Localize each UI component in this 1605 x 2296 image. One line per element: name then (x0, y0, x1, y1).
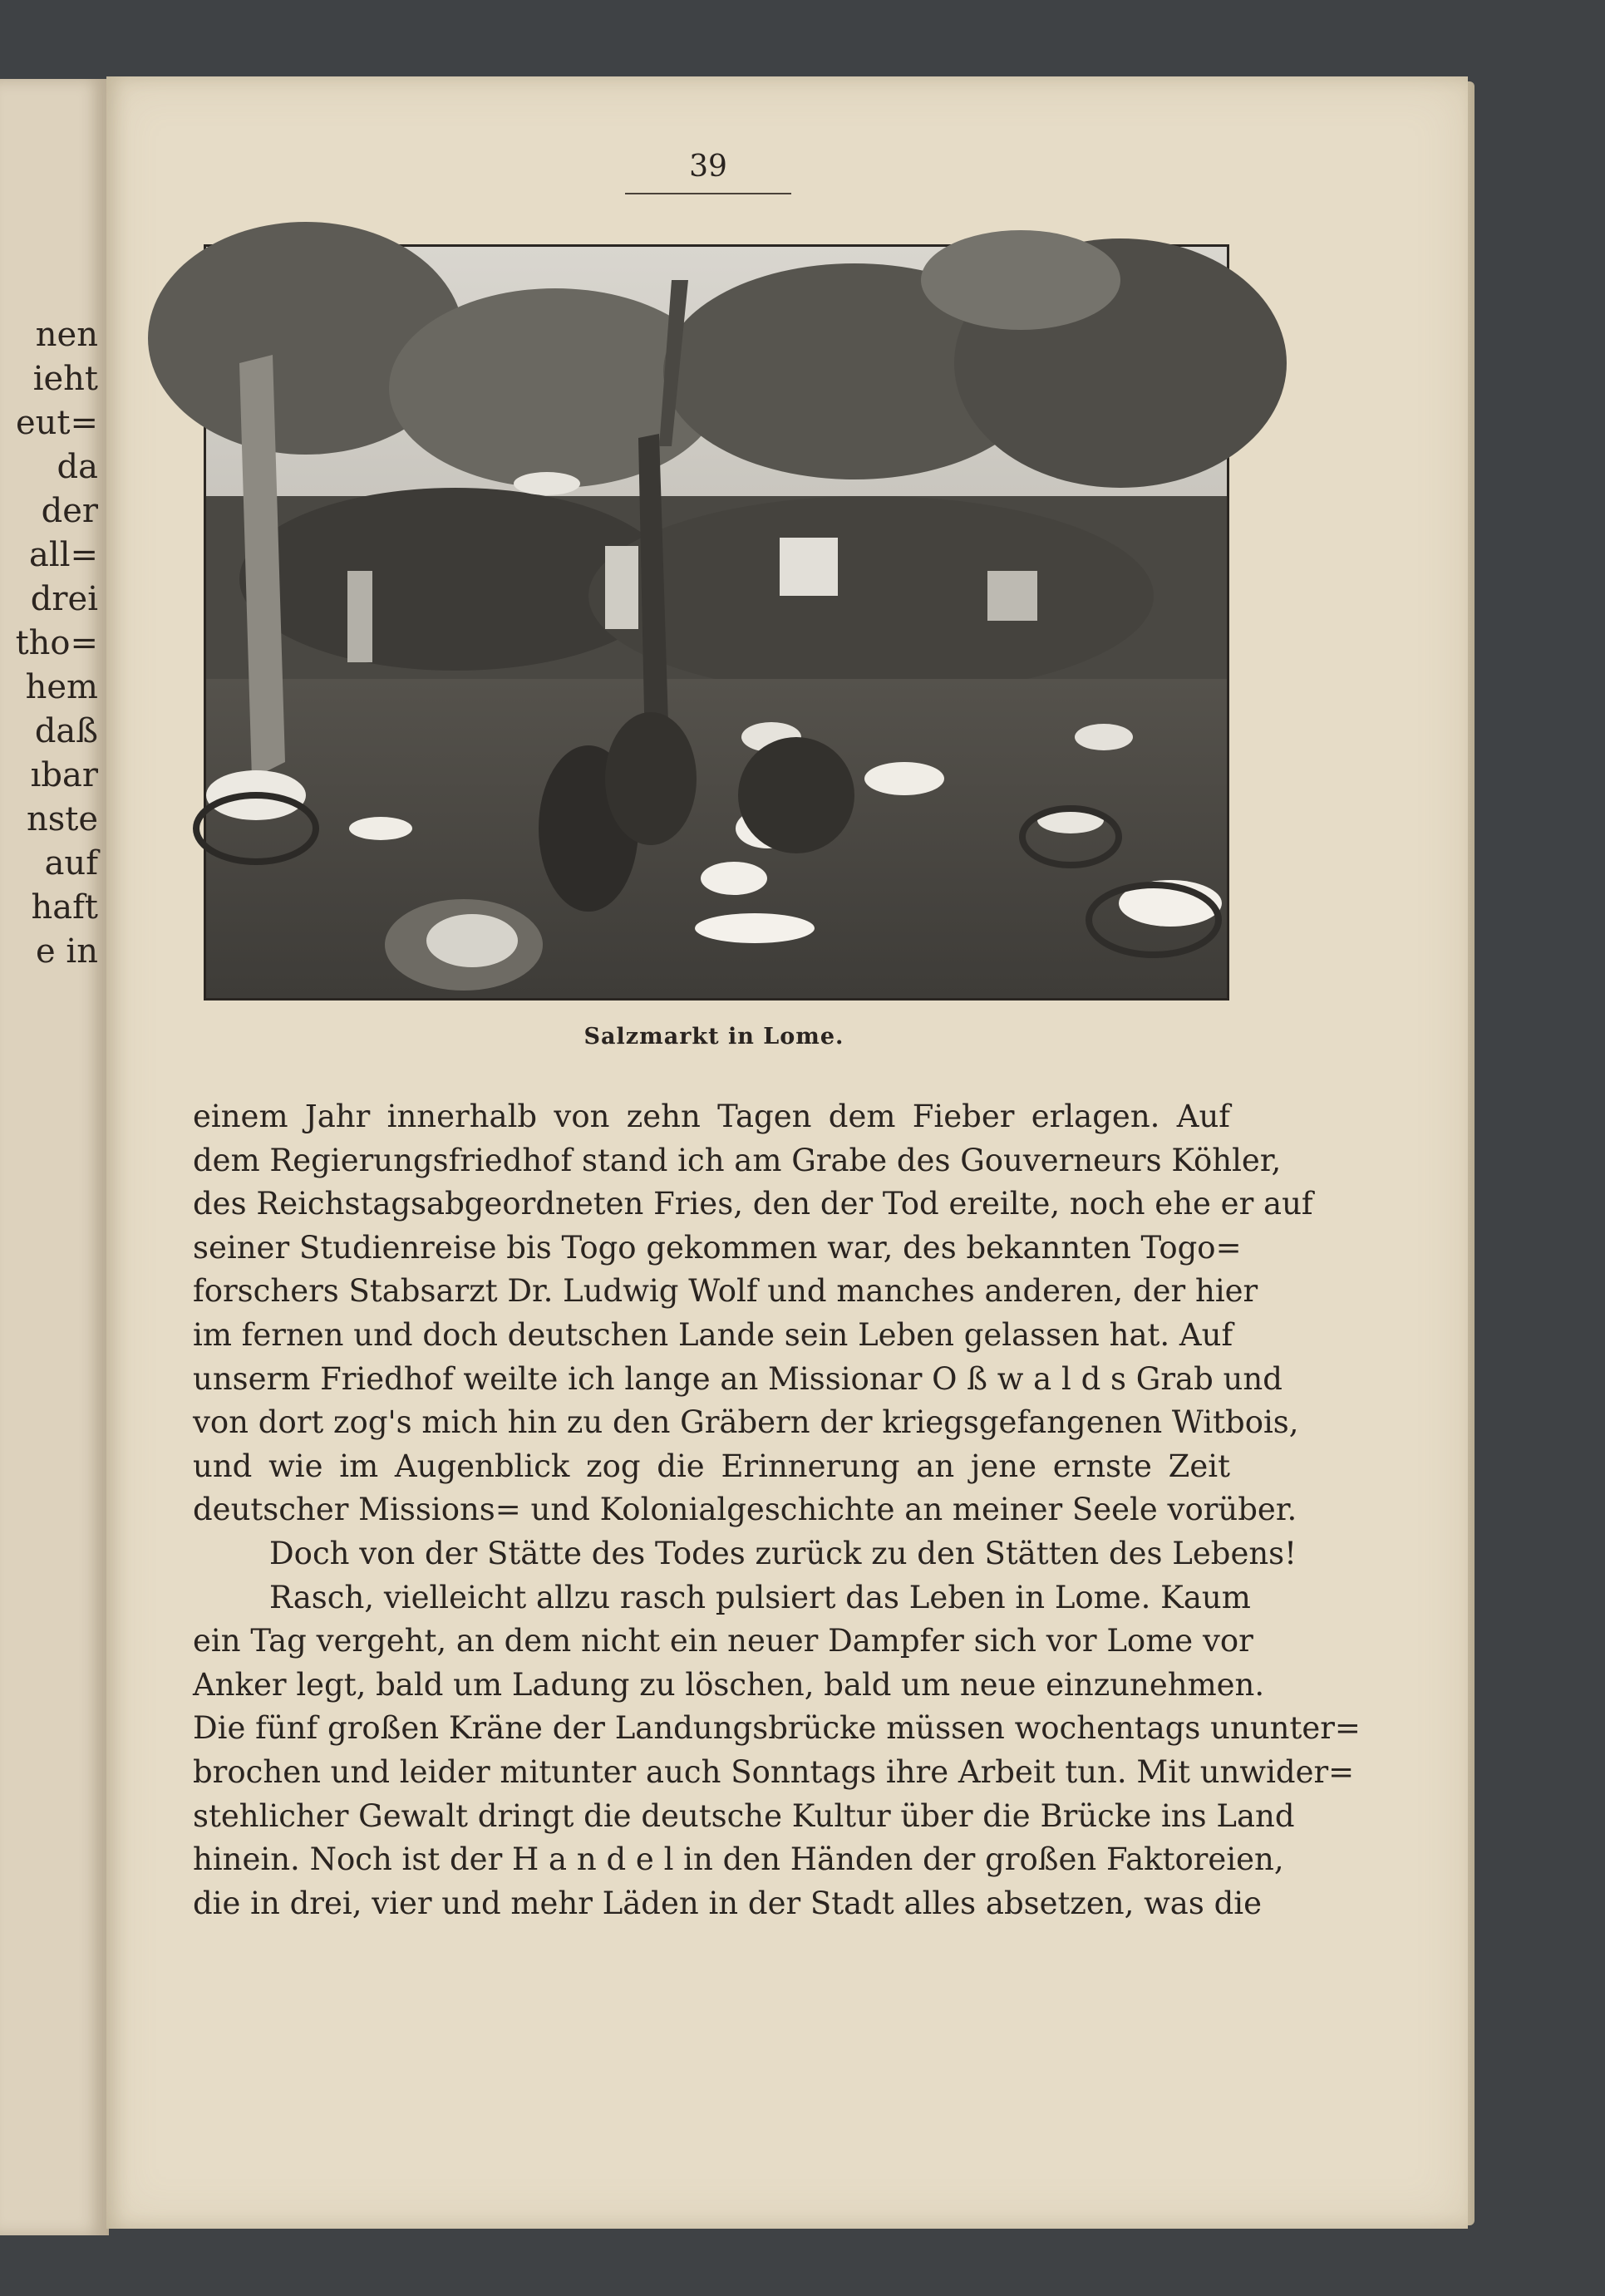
facing-page-fragment: haft (31, 888, 98, 927)
facing-page-fragment: ıbar (30, 756, 98, 794)
facing-page-fragment: hem (25, 668, 98, 706)
facing-page-fragment: auf (44, 844, 98, 883)
text-line: einem Jahr innerhalb von zehn Tagen dem Fieber erlagen. Auf (193, 1099, 1230, 1134)
facing-page-fragment: da (57, 448, 98, 486)
facing-page-fragment: eut= (15, 404, 98, 442)
facing-page-fragment: drei (30, 580, 98, 618)
text-line: Rasch, vielleicht allzu rasch pulsiert das Leben in Lome. Kaum (269, 1579, 1251, 1615)
text-line: im fernen und doch deutschen Lande sein Leben gelassen hat. Auf (193, 1316, 1233, 1353)
text-line: Doch von der Stätte des Todes zurück zu den Stätten des Lebens! (269, 1535, 1297, 1571)
text-line: forschers Stabsarzt Dr. Ludwig Wolf und manches anderen, der hier (193, 1273, 1258, 1310)
text-line: dem Regierungsfriedhof stand ich am Grabe des Gouverneurs Köhler, (193, 1142, 1282, 1178)
facing-page-fragment: der (41, 492, 98, 530)
text-line: von dort zog's mich hin zu den Gräbern der kriegsgefangenen Witbois, (193, 1404, 1299, 1441)
body-text (193, 1095, 1361, 1925)
facing-page-fragment: e in (36, 932, 98, 971)
market-photograph (204, 244, 1229, 1001)
text-line: deutscher Missions= und Kolonialgeschichte an meiner Seele vorüber. (193, 1492, 1297, 1528)
text-line: Die fünf großen Kräne der Landungsbrücke müssen wochentags ununter= (193, 1710, 1361, 1747)
facing-page-fragment: tho= (15, 624, 98, 662)
text-line: unserm Friedhof weilte ich lange an Missionar O ß w a l d s Grab und (193, 1360, 1283, 1397)
page-number: 39 (689, 150, 727, 184)
text-line: hinein. Noch ist der H a n d e l in den Händen der großen Faktoreien, (193, 1841, 1284, 1878)
text-line: brochen und leider mitunter auch Sonntags ihre Arbeit tun. Mit unwider= (193, 1753, 1355, 1790)
page-number-rule (625, 193, 791, 194)
facing-page-fragment: ieht (32, 360, 98, 398)
market-photo-illustration (206, 247, 1227, 998)
text-line: die in drei, vier und mehr Läden in der Stadt alles absetzen, was die (193, 1885, 1263, 1921)
text-line: und wie im Augenblick zog die Erinnerung an jene ernste Zeit (193, 1448, 1230, 1484)
text-line: seiner Studienreise bis Togo gekommen war, des bekannten Togo= (193, 1229, 1242, 1266)
facing-page-fragment: nen (35, 316, 98, 354)
figure-caption: Salzmarkt in Lome. (583, 1024, 844, 1050)
text-line: ein Tag vergeht, an dem nicht ein neuer Dampfer sich vor Lome vor (193, 1623, 1253, 1659)
text-line: des Reichstagsabgeordneten Fries, den der Tod ereilte, noch ehe er auf (193, 1186, 1313, 1222)
text-line: stehlicher Gewalt dringt die deutsche Kultur über die Brücke ins Land (193, 1797, 1295, 1834)
text-line: Anker legt, bald um Ladung zu löschen, bald um neue einzunehmen. (193, 1666, 1265, 1703)
facing-page-fragment: daß (34, 712, 98, 750)
facing-page (0, 79, 109, 2235)
facing-page-fragment: all= (29, 536, 98, 574)
facing-page-fragment: nste (26, 800, 98, 838)
